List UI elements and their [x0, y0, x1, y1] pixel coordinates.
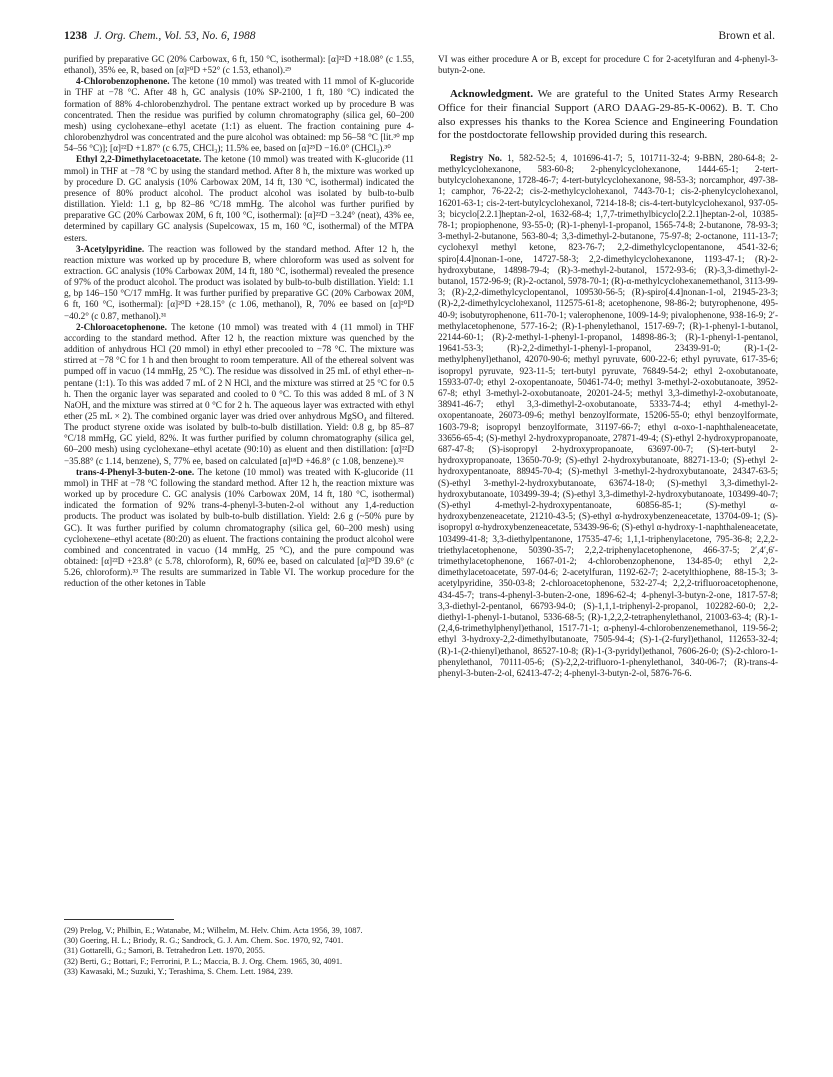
- paragraph: [64, 467, 414, 590]
- footnote: [64, 967, 414, 977]
- section-heading: 4-Chlorobenzophenone.: [76, 76, 170, 87]
- page-number: 1238: [64, 30, 87, 42]
- registry-heading: Registry No.: [450, 152, 502, 163]
- footnote-text: 1965, 30, 4091.: [290, 956, 343, 966]
- paragraph: [64, 322, 414, 467]
- footnotes: [64, 926, 414, 977]
- paragraph-text: The ketone (10 mmol) was treated with K-glucoride (11 mmol) in THF at −78 °C following the standard method. After 12 h, the reaction mixture was worked up by procedure C. GC analysis (10% Carbowax 20M, 14 ft, 180 °C, isothermal) indicated the formation of 92% trans-4-phenyl-3-buten-2-ol without any 1,4-reduction products. The product was isolated by bulb-to-bulb distillation. Yield: 2.6 g (~50% pure by GC). It was further purified by column chromatography (silica gel, 60–200 mesh) using cyclohexene–ethyl acetate (80:20) as eluent. The fractions containing the product alcohol were combined and concentrated in vacuo (14 mmHg, 25 °C), and the pure compound was obtained: [α]²²D +23.8° (c 5.78, chloroform), R, 60% ee, based on calculated [α]²⁰D 39.6° (c 5.26, chloroform).³³ The results are summarized in Table VI. The workup procedure for the reduction of the other ketones in Table: [64, 466, 414, 589]
- paragraph: [64, 54, 414, 76]
- paragraph-text: The ketone (10 mmol) was treated with 4 (11 mmol) in THF according to the standard method. After 12 h, the reaction mixture was quenched by the addition of anhydrous HCl (20 mmol) in ethyl ether precooled to −78 °C. The mixture was stirred at −78 °C for 1 h and then brought to room temperature. All of the ethereal solvent was pumped off in vacuo (14 mmHg, 25 °C). The residue was dissolved in 25 mL of ethyl ether–n-pentane (1:1). To this was added 7 mL of 2 N HCl, and the mixture was stirred at 25 °C for 0.5 h. Then the organic layer was separated and cooled to 0 °C. To this was added 8 mL of 3 N NaOH, and the mixture was stirred at 0 °C for 2 h. The aqueous layer was extracted with ethyl ether (25 mL × 2). The combined organic layer was dried over anhydrous MgSO₄ and filtered. The product styrene oxide was isolated by bulb-to-bulb distillation. Yield: 0.8 g, bp 85–87 °C/18 mmHg, GC yield, 82%. It was further purified by column chromatography (silica gel, 60–200 mesh) using cyclohexane–ethyl acetate (90:10) as eluent and then distillation: [α]²²D −35.88° (c 1.14, benzene), S, 77% ee, based on calculated [α]¹⁸D +46.8° (c 1.08, benzene).³²: [64, 321, 414, 466]
- section-heading: Ethyl 2,2-Dimethylacetoacetate.: [76, 154, 202, 165]
- right-column: [438, 54, 778, 679]
- paragraph-text: The ketone (10 mmol) was treated with K-glucoride (11 mmol) in THF at −78 °C by using the standard method. After 8 h, the mixture was worked up by procedure D. GC analysis (10% Carbowax 20M, 14 ft, 130 °C, isothermal) indicated the presence of 80% product alcohol. The product alcohol was isolated by bulb-to-bulb distillation. Yield: 1.1 g, bp 82–86 °C/18 mmHg. The alcohol was further purified by preparative GC (20% Carbowax 20M, 6 ft, 100 °C, isothermal): [α]²²D −3.24° (neat), 43% ee, determined by capillary GC analysis (Supelcowax, 15 m, 160 °C, isothermal) of the MTPA esters.: [64, 154, 414, 243]
- journal-citation: J. Org. Chem., Vol. 53, No. 6, 1988: [94, 30, 256, 42]
- section-heading: 3-Acetylpyridine.: [76, 243, 145, 254]
- footnote: [64, 957, 414, 967]
- footnote-text: 1970, 92, 7401.: [291, 936, 344, 946]
- footnote-text: Acta 1956, 39, 1087.: [293, 926, 363, 935]
- footnote-text: (33) Kawasaki, M.; Suzuki, Y.; Terashima, S. Chem. Lett. 1984, 239.: [64, 966, 293, 976]
- footnote-text: (30) Goering, H. L.; Briody, R. G.; Sandrock, G. J. Am. Chem. Soc.: [64, 936, 290, 946]
- running-header: [64, 30, 775, 48]
- section-heading: trans-4-Phenyl-3-buten-2-one.: [76, 466, 195, 477]
- footnote: [64, 936, 414, 946]
- section-heading: 2-Chloroacetophenone.: [76, 321, 167, 332]
- footnote-text: (32) Berti, G.; Bottari, F.; Ferrorini, P. L.; Maccia, B. J. Org. Chem.: [64, 956, 289, 966]
- registry-text: 1, 582-52-5; 4, 101696-41-7; 5, 101711-32-4; 9-BBN, 280-64-8; 2-methylcyclohexanone, 583-60-8; 2-phenylcyclohexanone, 1444-65-1; 2-tert-butylcyclohexanone, 1728-46-7; 4-tert-butylcyclohexanone, 98-53-3; norcamphor, 497-38-1; camphor, 76-22-2; cis-2-methylcyclohexanol, 7443-70-1; cis-2-phenylcyclohexanol, 16201-63-1; cis-2-tert-butylcyclohexanol, 7214-18-8; cis-4-tert-butylcyclohexanol, 937-05-3; bicyclo[2.2.1]heptan-2-ol, 1632-68-4; 1,7,7-trimethylbicyclo[2.2.1]heptan-2-ol, 10385-78-1; propiophenone, 93-55-0; (R)-1-phenyl-1-propanol, 1565-74-8; 2-butanone, 78-93-3; 3-methyl-2-butanone, 563-80-4; 3,3-dimethyl-2-butanone, 75-97-8; 2-octanone, 111-13-7; cyclohexyl methyl ketone, 823-76-7; 2,2-dimethylcyclopentanone, 4541-32-6; spiro[4.4]nonan-1-one, 14727-58-3; 2,2-dimethylcyclohexanone, 1193-47-1; (R)-2-hydroxybutane, 14898-79-4; (R)-3-methyl-2-butanol, 1572-93-6; (R)-3,3-dimethyl-2-butanol, 1572-96-9; (R)-2-octanol, 5978-70-1; (R)-α-methylcyclohexanemethanol, 3113-99-3; (R)-2,2-dimethylcyclopentanol, 109530-56-5; (R)-spiro[4.4]nonan-1-ol, 21945-23-3; (R)-2,2-dimethylcyclohexanol, 112575-61-8; acetophenone, 98-86-2; butyrophenone, 495-40-9; isobutyrophenone, 611-70-1; valerophenone, 1009-14-9; pivalophenone, 938-16-9; 2′-methylacetophenone, 577-16-2; (R)-1-phenylethanol, 1517-69-7; (R)-1-phenyl-1-butanol, 22144-60-1; (R)-2-methyl-1-phenyl-1-propanol, 14898-86-3; (R)-1-phenyl-1-pentanol, 19641-53-3; (R)-2,2-dimethyl-1-phenyl-1-propanol, 23439-91-0; (R)-1-(2-methylphenyl)ethanol, 42070-90-6; methyl pyruvate, 600-22-6; ethyl pyruvate, 617-35-6; isopropyl pyruvate, 923-11-5; tert-butyl pyruvate, 76849-54-2; ethyl 2-oxobutanoate, 15933-07-0; ethyl 2-oxopentanoate, 50461-74-0; methyl 3-methyl-2-oxobutanoate, 3952-67-8; ethyl 3-methyl-2-oxobutanoate, 20201-24-5; methyl 3,3-dimethyl-2-oxobutanoate, 38941-46-7; ethyl 3,3-dimethyl-2-oxobutanoate, 5333-74-4; ethyl 4-methyl-2-oxopentanoate, 26073-09-6; methyl benzoylformate, 15206-55-0; ethyl benzoylformate, 1603-79-8; isopropyl benzoylformate, 31197-66-7; ethyl α-oxo-1-naphthaleneacetate, 33656-65-4; (S)-methyl 2-hydroxypropanoate, 27871-49-4; (S)-ethyl 2-hydroxypropanoate, 687-47-8; (S)-isopropyl 2-hydroxypropanoate, 63697-00-7; (S)-tert-butyl 2-hydroxypropanoate, 13650-70-9; (S)-ethyl 2-hydroxybutanoate, 88271-13-0; (S)-ethyl 2-hydroxypentanoate, 88945-70-4; (S)-methyl 3-methyl-2-hydroxybutanoate, 24347-63-5; (S)-ethyl 3-methyl-2-hydroxybutanoate, 63674-18-0; (S)-methyl 3,3-dimethyl-2-hydroxybutanoate, 103499-39-4; (S)-ethyl 3,3-dimethyl-2-hydroxybutanoate, 103499-40-7; (S)-ethyl 4-methyl-2-hydroxypentanoate, 60856-85-1; (S)-methyl α-hydroxybenzeneacetate, 21210-43-5; (S)-ethyl α-hydroxybenzeneacetate, 13704-09-1; (S)-isopropyl α-hydroxybenzeneacetate, 53439-96-6; (S)-ethyl α-hydroxy-1-naphthaleneacetate, 103499-41-8; 3,3-diethylpentanone, 17535-47-6; 1,1,1-triphenylacetone, 795-36-8; 2,2,2-triethylacetophenone, 50390-35-7; 2,2,2-triphenylacetophenone, 466-37-5; 2′,4′,6′-trimethylacetophenone, 1667-01-2; 4-chlorobenzophenone, 134-85-0; ethyl 2,2-dimethylacetoacetate, 597-04-6; 2-acetylfuran, 1192-62-7; 2-acetylthiophene, 88-15-3; 3-acetylpyridine, 350-03-8; 2-chloroacetophenone, 532-27-4; 2,2,2-trifluoroacetophenone, 434-45-7; trans-4-phenyl-3-buten-2-one, 1896-62-4; 4-phenyl-3-butyn-2-one, 1817-57-8; 3,3-diethyl-2-pentanol, 66793-94-0; (S)-1,1,1-triphenyl-2-propanol, 102282-60-0; 2,2-diethyl-1-phenyl-1-butanol, 5336-68-5; (R)-1,2,2,2-tetraphenylethanol, 21003-63-4; (R)-1-(2,4,6-trimethylphenyl)ethanol, 1517-71-1; α-phenyl-4-chlorobenzenemethanol, 119-56-2; ethyl 3-hydroxy-2,2-dimethylbutanoate, 7505-94-4; (S)-1-(2-furyl)ethanol, 112653-32-4; (R)-1-(2-thienyl)ethanol, 86527-10-8; (R)-1-(3-pyridyl)ethanol, 7606-26-0; (S)-2-chloro-1-phenylethanol, 70111-05-6; (S)-2,2,2-trifluoro-1-phenylethanol, 340-06-7; (R)-trans-4-phenyl-3-buten-2-ol, 62413-47-2; 4-phenyl-3-butyn-2-ol, 5876-76-6.: [438, 152, 778, 679]
- paragraph-text: purified by preparative GC (20% Carbowax, 6 ft, 150 °C, isothermal): [α]²²D +18.08° (c 1.55, ethanol), 35% ee, R, based on [α]²⁰D +52° (c 1.53, ethanol).²⁹: [64, 54, 414, 76]
- paragraph: [64, 76, 414, 154]
- registry-numbers: [438, 153, 778, 680]
- acknowledgment: [438, 88, 778, 142]
- paragraph-text: VI was either procedure A or B, except for procedure C for 2-acetylfuran and 4-phenyl-3-butyn-2-one.: [438, 54, 778, 76]
- footnote: [64, 926, 414, 936]
- running-authors: Brown et al.: [718, 30, 775, 42]
- paragraph: [64, 154, 414, 243]
- acknowledgment-text: We are grateful to the United States Army Research Office for their financial Support (ARO DAAG-29-85-K-0062). B. T. Cho also expresses his thanks to the Korea Science and Engineering Foundation for the postdoctorate fellowship provided during this research.: [438, 88, 778, 142]
- footnote: [64, 946, 414, 956]
- paragraph: [64, 244, 414, 322]
- paragraph-text: The reaction was followed by the standard method. After 12 h, the reaction mixture was worked up by procedure B, where chloroform was used as solvent for extraction. GC analysis (10% Carbowax 20M, 14 ft, 180 °C, isothermal) revealed the presence of 97% of the product alcohol. The product was isolated by bulb-to-bulb distillation. Yield: 1.1 g, bp 146–150 °C/17 mmHg. It was further purified by preparative GC (20% Carbowax 20M, 6 ft, 160 °C, isothermal): [α]²⁰D +28.15° (c 1.06, methanol), R, 70% ee based on [α]²⁰D −40.2° (c 0.87, methanol).³¹: [64, 243, 414, 321]
- paragraph: [438, 54, 778, 76]
- acknowledgment-heading: Acknowledgment.: [450, 88, 534, 101]
- left-column: [64, 54, 414, 590]
- paragraph-text: The ketone (10 mmol) was treated with 11 mmol of K-glucoride in THF at −78 °C. After 48 h, GC analysis (10% SP-2100, 1 ft, 180 °C) indicated the formation of 88% 4-chlorobenzhydrol. The pentane extract worked up by procedure B was concentrated. Then the residue was purified by column chromatography (silica gel, 60–200 mesh) using cyclohexane–ethyl acetate (1:1) as eluent. The fraction containing pure 4-chlorobenzhydrol was concentrated and the pure alcohol was obtained: mp 56–58 °C [lit.³⁰ mp 54–56 °C)]; [α]²²D +1.87° (c 6.75, CHCl₃); 11.5% ee, based on [α]²⁵D −16.0° (CHCl₃).³⁰: [64, 76, 414, 154]
- footnote-text: (31) Gottarelli, G.; Samori, B. Tetrahedron Lett. 1970, 2055.: [64, 946, 265, 956]
- footnote-divider: [64, 919, 174, 920]
- footnote-text: (29) Prelog, V.; Philbin, E.; Watanabe, M.; Wilhelm, M. Helv. Chim.: [64, 926, 292, 935]
